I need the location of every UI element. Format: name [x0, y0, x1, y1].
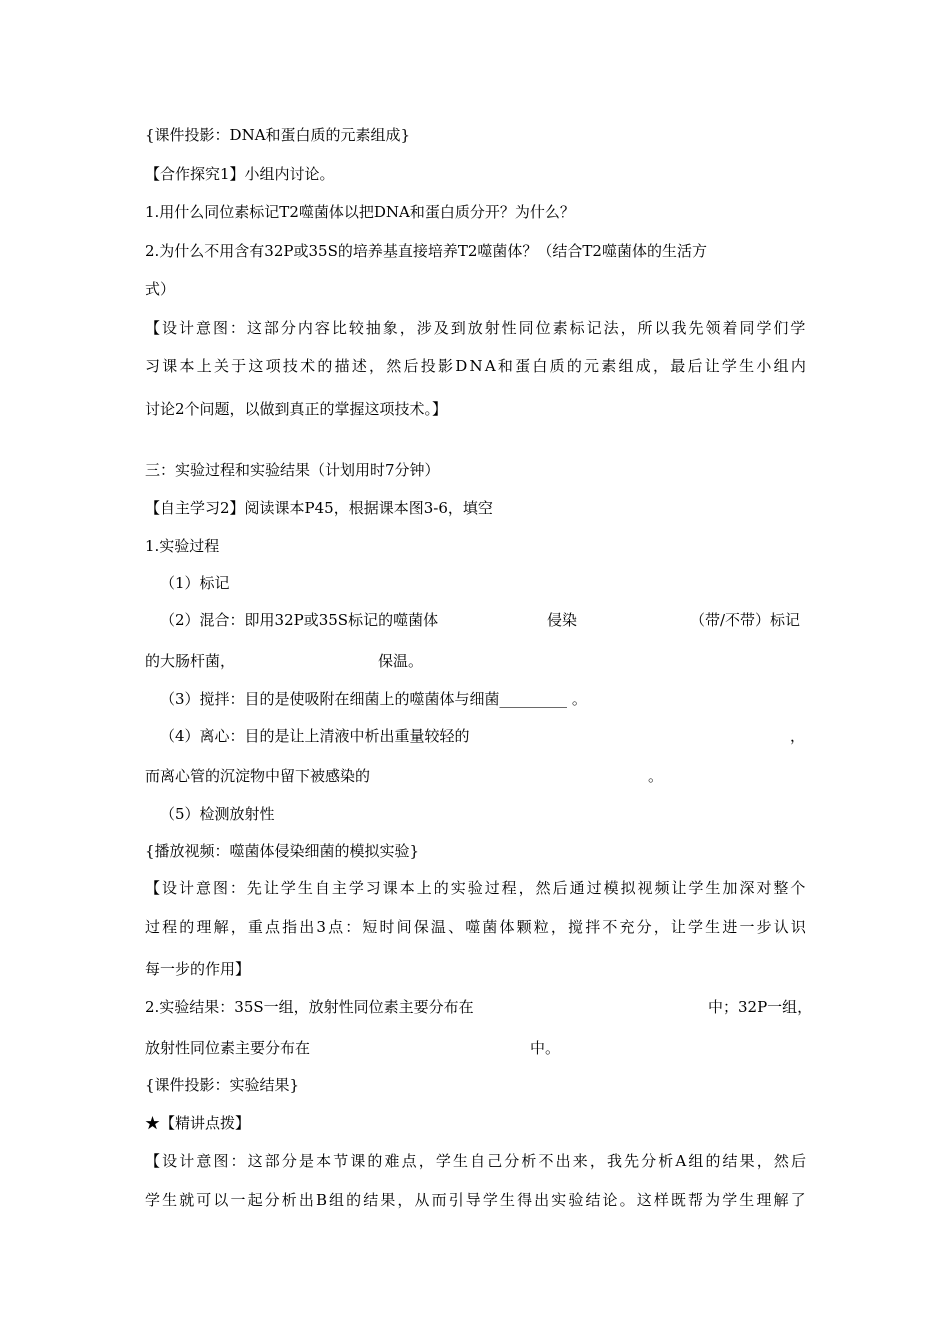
glyph: 一 — [230, 1191, 246, 1209]
glyph: ， — [589, 1152, 605, 1170]
glyph: ， — [652, 357, 668, 375]
glyph: 设 — [162, 1152, 178, 1170]
glyph: 的 — [367, 1152, 383, 1170]
glyph: ， — [756, 1152, 772, 1170]
glyph: 程 — [501, 879, 517, 897]
glyph: 后 — [790, 1152, 806, 1170]
glyph: 节 — [333, 1152, 349, 1170]
glyph: A — [484, 357, 496, 375]
glyph: 设 — [161, 879, 177, 897]
glyph: 图 — [212, 319, 228, 337]
glyph: 自 — [470, 1152, 486, 1170]
glyph: 组 — [329, 1191, 345, 1209]
glyph: 分 — [280, 319, 296, 337]
glyph: 关 — [213, 357, 229, 375]
glyph: 理 — [756, 1191, 772, 1209]
glyph: 分 — [264, 1191, 280, 1209]
glyph: 结 — [722, 1152, 738, 1170]
glyph: 领 — [705, 319, 721, 337]
glyph: 生 — [297, 879, 313, 897]
glyph: 不 — [538, 1152, 554, 1170]
glyph: 素 — [552, 319, 568, 337]
glyph: ： — [230, 1152, 246, 1170]
design-intent-2-line-1 — [145, 878, 806, 898]
glyph: 部 — [263, 319, 279, 337]
glyph: 上 — [196, 357, 212, 375]
glyph: 点 — [401, 1152, 417, 1170]
glyph: B — [315, 1191, 327, 1209]
glyph: 的 — [433, 879, 449, 897]
glyph: 温 — [430, 918, 446, 936]
glyph: 个 — [790, 879, 806, 897]
glyph: 习 — [145, 357, 161, 375]
glyph: 的 — [705, 1152, 721, 1170]
glyph: 元 — [584, 357, 600, 375]
glyph: 。 — [619, 1191, 635, 1209]
glyph: 后 — [552, 879, 568, 897]
glyph: 本 — [399, 879, 415, 897]
glyph: 步 — [756, 918, 772, 936]
glyph: 图 — [213, 1152, 229, 1170]
glyph: 来 — [572, 1152, 588, 1170]
glyph: 学 — [688, 918, 704, 936]
glyph: 先 — [688, 319, 704, 337]
glyph: 析 — [281, 1191, 297, 1209]
glyph: 素 — [601, 357, 617, 375]
glyph: 最 — [670, 357, 686, 375]
glyph: 让 — [704, 357, 720, 375]
experiment-result-end: 中。 — [530, 1039, 561, 1057]
glyph: 为 — [705, 1191, 721, 1209]
glyph: 既 — [670, 1191, 686, 1209]
glyph: 分 — [504, 1152, 520, 1170]
glyph: 我 — [671, 319, 687, 337]
glyph: 计 — [179, 1152, 195, 1170]
glyph: 组 — [688, 1152, 704, 1170]
glyph: 让 — [671, 879, 687, 897]
glyph: ， — [418, 1152, 434, 1170]
glyph: 放 — [467, 319, 483, 337]
glyph: 保 — [413, 918, 429, 936]
glyph: 加 — [722, 879, 738, 897]
glyph: ， — [653, 918, 669, 936]
glyph: 学 — [145, 1191, 161, 1209]
glyph: 重 — [247, 918, 263, 936]
glyph: 及 — [433, 319, 449, 337]
glyph: ， — [397, 1191, 413, 1209]
glyph: 习 — [365, 879, 381, 897]
step-2-infect-text: 侵染 — [547, 611, 578, 629]
glyph: 学 — [722, 1191, 738, 1209]
glyph: 我 — [606, 1152, 622, 1170]
glyph: 然 — [386, 357, 402, 375]
glyph: 学 — [688, 879, 704, 897]
glyph: 就 — [179, 1191, 195, 1209]
glyph: 们 — [773, 319, 789, 337]
glyph: 白 — [532, 357, 548, 375]
glyph: 所 — [637, 319, 653, 337]
cooperative-inquiry-heading: 【合作探究1】小组内讨论。 — [145, 165, 335, 183]
glyph: 起 — [247, 1191, 263, 1209]
glyph: 后 — [403, 357, 419, 375]
glyph: 成 — [635, 357, 651, 375]
glyph: 析 — [521, 1152, 537, 1170]
glyph: A — [675, 1152, 687, 1170]
glyph: 己 — [487, 1152, 503, 1170]
glyph: 学 — [280, 879, 296, 897]
glyph: ， — [399, 319, 415, 337]
glyph: 间 — [396, 918, 412, 936]
glyph: 学 — [435, 1152, 451, 1170]
glyph: 内 — [790, 357, 806, 375]
glyph: 从 — [414, 1191, 430, 1209]
glyph: 指 — [282, 918, 298, 936]
glyph: 果 — [739, 1152, 755, 1170]
courseware-note-results: {课件投影：实验结果} — [145, 1076, 300, 1094]
glyph: 的 — [179, 918, 195, 936]
glyph: 同 — [518, 319, 534, 337]
step-2-continued: 的大肠杆菌， — [145, 652, 236, 670]
glyph: 深 — [739, 879, 755, 897]
glyph: 学 — [790, 319, 806, 337]
glyph: 图 — [212, 879, 228, 897]
glyph: 这 — [247, 1152, 263, 1170]
glyph: 搅 — [568, 918, 584, 936]
experiment-result-continued: 放射性同位素主要分布在 — [145, 1039, 311, 1057]
design-intent-3-line-1 — [145, 1151, 806, 1171]
glyph: 通 — [569, 879, 585, 897]
glyph: 【 — [145, 319, 161, 337]
glyph: ， — [550, 918, 566, 936]
step-4-comma: ， — [790, 727, 806, 745]
glyph: 记 — [586, 319, 602, 337]
glyph: 和 — [497, 357, 513, 375]
glyph: 意 — [195, 879, 211, 897]
glyph: 课 — [162, 357, 178, 375]
glyph: 结 — [363, 1191, 379, 1209]
glyph: 这 — [248, 357, 264, 375]
glyph: 上 — [416, 879, 432, 897]
glyph: 项 — [265, 357, 281, 375]
glyph: 难 — [384, 1152, 400, 1170]
glyph: 模 — [603, 879, 619, 897]
glyph: 实 — [551, 1191, 567, 1209]
design-intent-2-line-2 — [145, 917, 806, 937]
glyph: 3 — [316, 918, 326, 936]
step-4-continued: 而离心管的沉淀物中留下被感染的 — [145, 767, 371, 785]
glyph: 生 — [162, 1191, 178, 1209]
glyph: 验 — [568, 1191, 584, 1209]
glyph: 过 — [586, 879, 602, 897]
glyph: 得 — [517, 1191, 533, 1209]
design-intent-1-line-2 — [145, 356, 806, 376]
question-2: 2.为什么不用含有32P或35S的培养基直接培养T2噬菌体？（结合T2噬菌体的生活方 — [145, 242, 707, 260]
glyph: 拟 — [620, 879, 636, 897]
glyph: 生 — [739, 357, 755, 375]
glyph: 充 — [619, 918, 635, 936]
glyph: 理 — [196, 918, 212, 936]
glyph: 过 — [484, 879, 500, 897]
glyph: 分 — [281, 1152, 297, 1170]
design-intent-1-line-1 — [145, 318, 806, 338]
glyph: 颗 — [516, 918, 532, 936]
glyph: 了 — [790, 1191, 806, 1209]
step-1-label: （1）标记 — [160, 574, 230, 592]
glyph: 结 — [585, 1191, 601, 1209]
glyph: 让 — [670, 918, 686, 936]
glyph: 点 — [264, 918, 280, 936]
glyph: 整 — [773, 879, 789, 897]
glyph: 主 — [331, 879, 347, 897]
glyph: 蛋 — [515, 357, 531, 375]
glyph: 于 — [231, 357, 247, 375]
glyph: 程 — [162, 918, 178, 936]
glyph: 分 — [636, 918, 652, 936]
glyph: ： — [229, 879, 245, 897]
glyph: 解 — [213, 918, 229, 936]
glyph: 菌 — [482, 918, 498, 936]
glyph: ： — [345, 918, 361, 936]
glyph: 计 — [178, 879, 194, 897]
glyph: 描 — [334, 357, 350, 375]
glyph: 本 — [179, 357, 195, 375]
glyph: 影 — [437, 357, 453, 375]
glyph: 比 — [331, 319, 347, 337]
glyph: 象 — [382, 319, 398, 337]
glyph: 技 — [282, 357, 298, 375]
glyph: 时 — [379, 918, 395, 936]
glyph: ： — [229, 319, 245, 337]
glyph: 本 — [316, 1152, 332, 1170]
design-intent-1-line-3: 讨论2个问题，以做到真正的掌握这项技术。】 — [145, 400, 448, 418]
glyph: 性 — [501, 319, 517, 337]
key-points-heading: ★【精讲点拨】 — [145, 1114, 251, 1132]
glyph: 然 — [535, 879, 551, 897]
step-3-text: （3）搅拌：目的是使吸附在细菌上的噬菌体与细菌_________ 。 — [160, 690, 587, 708]
glyph: 位 — [535, 319, 551, 337]
glyph: 导 — [465, 1191, 481, 1209]
glyph: 【 — [145, 879, 161, 897]
glyph: 投 — [420, 357, 436, 375]
glyph: 容 — [314, 319, 330, 337]
step-2-incubate-text: 保温。 — [378, 652, 424, 670]
glyph: 涉 — [416, 319, 432, 337]
glyph: ， — [230, 918, 246, 936]
glyph: 果 — [380, 1191, 396, 1209]
glyph: 噬 — [465, 918, 481, 936]
glyph: 引 — [448, 1191, 464, 1209]
glyph: 设 — [161, 319, 177, 337]
glyph: 部 — [264, 1152, 280, 1170]
glyph: 到 — [450, 319, 466, 337]
glyph: 出 — [299, 918, 315, 936]
glyph: 解 — [773, 1191, 789, 1209]
glyph: 样 — [653, 1191, 669, 1209]
experiment-result-p32: 中；32P一组， — [708, 998, 813, 1016]
glyph: 质 — [549, 357, 565, 375]
glyph: ， — [620, 319, 636, 337]
glyph: 先 — [246, 879, 262, 897]
glyph: 对 — [756, 879, 772, 897]
glyph: 出 — [555, 1152, 571, 1170]
glyph: 让 — [263, 879, 279, 897]
step-4-end-period: 。 — [648, 767, 664, 785]
glyph: 抽 — [365, 319, 381, 337]
self-study-heading: 【自主学习2】阅读课本P45，根据课本图3-6，填空 — [145, 499, 493, 517]
glyph: 同 — [739, 319, 755, 337]
glyph: 的 — [566, 357, 582, 375]
glyph: 【 — [145, 1152, 161, 1170]
step-2-label-choice: （带/不带）标记 — [690, 611, 801, 629]
glyph: ， — [369, 357, 385, 375]
courseware-note-elements: {课件投影：DNA和蛋白质的元素组成} — [145, 126, 411, 144]
glyph: 法 — [603, 319, 619, 337]
glyph: 述 — [351, 357, 367, 375]
glyph: 可 — [196, 1191, 212, 1209]
glyph: 生 — [499, 1191, 515, 1209]
glyph: 组 — [618, 357, 634, 375]
glyph: 着 — [722, 319, 738, 337]
glyph: 而 — [431, 1191, 447, 1209]
step-5-label: （5）检测放射性 — [160, 805, 275, 823]
step-4-text: （4）离心：目的是让上清液中析出重量较轻的 — [160, 727, 470, 745]
glyph: 的 — [317, 357, 333, 375]
glyph: 帮 — [688, 1191, 704, 1209]
glyph: 验 — [467, 879, 483, 897]
glyph: 射 — [484, 319, 500, 337]
glyph: 术 — [300, 357, 316, 375]
glyph: 然 — [773, 1152, 789, 1170]
glyph: 拌 — [585, 918, 601, 936]
glyph: 实 — [450, 879, 466, 897]
glyph: ， — [518, 879, 534, 897]
glyph: 意 — [195, 319, 211, 337]
glyph: 课 — [382, 879, 398, 897]
glyph: 点 — [328, 918, 344, 936]
design-intent-3-line-2 — [145, 1190, 806, 1210]
glyph: 自 — [314, 879, 330, 897]
glyph: 意 — [196, 1152, 212, 1170]
glyph: 标 — [569, 319, 585, 337]
question-1: 1.用什么同位素标记T2噬菌体以把DNA和蛋白质分开？为什么？ — [145, 203, 575, 221]
glyph: 以 — [213, 1191, 229, 1209]
question-2-continued: 式） — [145, 280, 176, 298]
video-note: {播放视频：噬菌体侵染细菌的模拟实验} — [145, 842, 420, 860]
glyph: 短 — [362, 918, 378, 936]
glyph: 论 — [602, 1191, 618, 1209]
glyph: 频 — [654, 879, 670, 897]
glyph: 学 — [348, 879, 364, 897]
glyph: 、 — [448, 918, 464, 936]
glyph: 粒 — [533, 918, 549, 936]
glyph: D — [455, 357, 468, 375]
glyph: N — [469, 357, 483, 375]
glyph: 学 — [482, 1191, 498, 1209]
glyph: 生 — [739, 1191, 755, 1209]
experiment-result-text: 2.实验结果：35S一组，放射性同位素主要分布在 — [145, 998, 474, 1016]
glyph: 这 — [246, 319, 262, 337]
glyph: 先 — [624, 1152, 640, 1170]
glyph: 后 — [687, 357, 703, 375]
step-2-text: （2）混合：即用32P或35S标记的噬菌体 — [160, 611, 439, 629]
glyph: 分 — [641, 1152, 657, 1170]
glyph: 出 — [534, 1191, 550, 1209]
glyph: 较 — [348, 319, 364, 337]
glyph: 一 — [739, 918, 755, 936]
glyph: 进 — [722, 918, 738, 936]
glyph: 出 — [298, 1191, 314, 1209]
section-three-heading: 三：实验过程和实验结果（计划用时7分钟） — [145, 461, 440, 479]
glyph: 识 — [790, 918, 806, 936]
glyph: 学 — [756, 319, 772, 337]
glyph: 认 — [773, 918, 789, 936]
glyph: 过 — [145, 918, 161, 936]
experiment-process-heading: 1.实验过程 — [145, 537, 220, 555]
glyph: 体 — [499, 918, 515, 936]
glyph: 小 — [756, 357, 772, 375]
glyph: 不 — [602, 918, 618, 936]
glyph: 视 — [637, 879, 653, 897]
design-intent-2-line-3: 每一步的作用】 — [145, 960, 251, 978]
glyph: 学 — [721, 357, 737, 375]
glyph: 生 — [705, 879, 721, 897]
glyph: 这 — [636, 1191, 652, 1209]
glyph: 是 — [298, 1152, 314, 1170]
glyph: 课 — [350, 1152, 366, 1170]
glyph: 内 — [297, 319, 313, 337]
glyph: 生 — [452, 1152, 468, 1170]
glyph: 以 — [654, 319, 670, 337]
glyph: 析 — [658, 1152, 674, 1170]
glyph: 生 — [705, 918, 721, 936]
glyph: 计 — [178, 319, 194, 337]
glyph: 的 — [346, 1191, 362, 1209]
glyph: 组 — [773, 357, 789, 375]
